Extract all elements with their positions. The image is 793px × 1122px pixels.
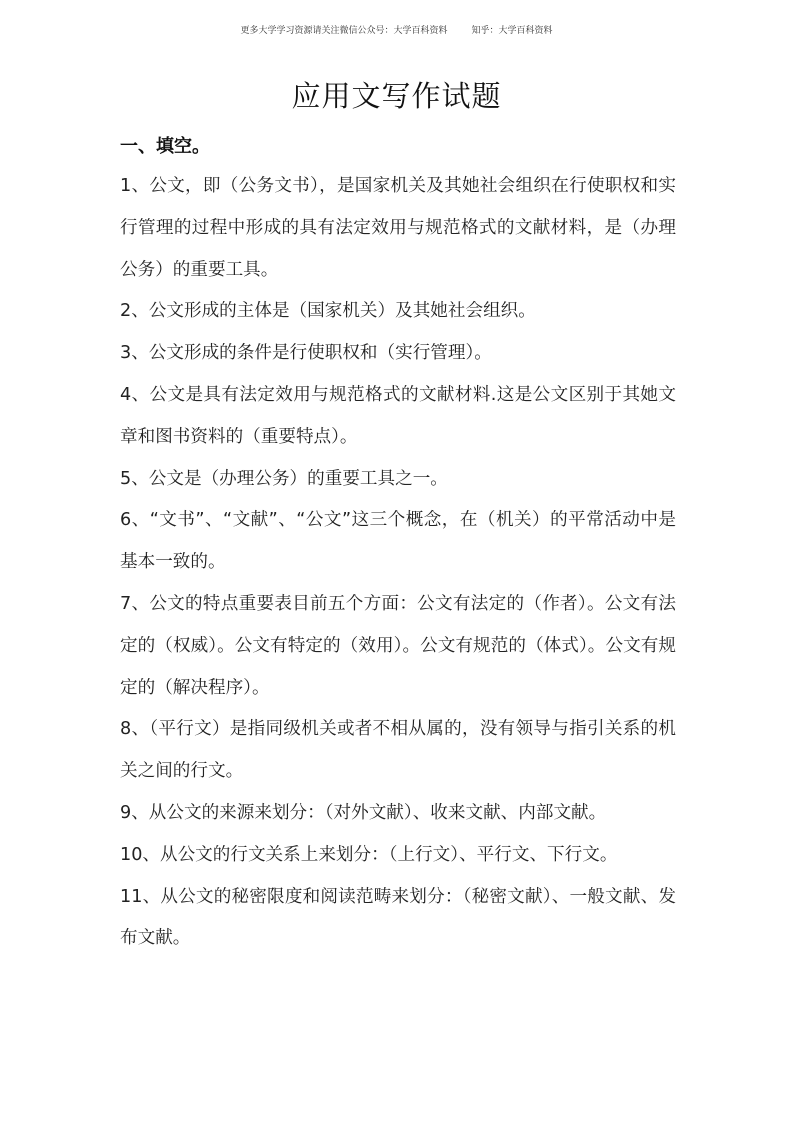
question-3: 3、公文形成的条件是行使职权和（实行管理）。 [120,343,492,364]
question-5: 5、公文是（办理公务）的重要工具之一。 [120,468,448,489]
question-1: 1、公文，即（公务文书），是国家机关及其她社会组织在行使职权和实行管理的过程中形成的具有法定效用与规范格式的文献材料，是（办理公务）的重要工具。 [120,176,676,280]
header-wechat-note: 更多大学学习资源请关注微信公众号：大学百科资料 [240,26,448,36]
question-2: 2、公文形成的主体是（国家机关）及其她社会组织。 [120,301,536,322]
question-10: 10、从公文的行文关系上来划分：（上行文）、平行文、下行文。 [120,844,618,865]
question-7: 7、公文的特点重要表目前五个方面：公文有法定的（作者）。公文有法定的（权威）。公文有特定的（效用）。公文有规范的（体式）。公文有规定的（解决程序）。 [120,593,676,698]
section-heading: 一、填空。 [120,136,210,157]
question-list [120,166,676,960]
question-6: 6、“文书”、“文献”、“公文”这三个概念，在（机关）的平常活动中是基本一致的。 [120,510,676,573]
question-9: 9、从公文的来源来划分：（对外文献）、收来文献、内部文献。 [120,802,607,823]
question-8: 8、（平行文）是指同级机关或者不相从属的，没有领导与指引关系的机关之间的行文。 [120,719,676,782]
question-4: 4、公文是具有法定效用与规范格式的文献材料.这是公文区别于其她文章和图书资料的（重要特点）。 [120,384,676,447]
document-title: 应用文写作试题 [291,79,502,113]
page-header [0,23,793,36]
header-zhihu-note: 知乎：大学百科资料 [471,26,553,36]
question-11: 11、从公文的秘密限度和阅读范畴来划分：（秘密文献）、一般文献、发布文献。 [120,886,676,949]
